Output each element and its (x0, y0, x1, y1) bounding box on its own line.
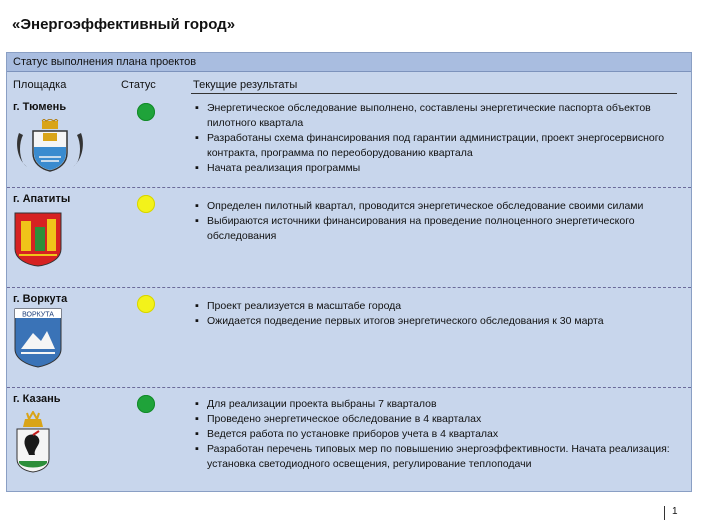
footer-divider (664, 506, 665, 520)
apatity-coat-of-arms-icon (13, 211, 63, 272)
kazan-coat-of-arms-icon (13, 411, 53, 478)
result-item: ▪ Ожидается подведение первых итогов энергетического обследования к 30 марта (195, 314, 675, 329)
city-name: г. Воркута (13, 293, 68, 305)
row-divider (7, 287, 691, 288)
svg-text:ВОРКУТА: ВОРКУТА (22, 311, 54, 319)
city-name: г. Казань (13, 393, 61, 405)
result-item: ▪ Разработаны схема финансирования под гарантии администрации, проект энергосервисного контракта, программа по переоборудованию квартала (195, 131, 675, 161)
project-row-kazan (7, 393, 691, 489)
project-row-tyumen (7, 101, 691, 185)
status-panel (6, 52, 692, 492)
results-list (195, 199, 675, 244)
row-divider (7, 187, 691, 188)
page-number: 1 (672, 506, 678, 517)
status-indicator-yellow (137, 195, 155, 213)
result-item: ▪ Энергетическое обследование выполнено, составлены энергетические паспорта объектов пилотного квартала (195, 101, 675, 131)
results-list (195, 101, 675, 176)
result-item: ▪ Для реализации проекта выбраны 7 кварталов (195, 397, 675, 412)
result-item: ▪ Проведено энергетическое обследование в 4 кварталах (195, 412, 675, 427)
status-indicator-green (137, 395, 155, 413)
panel-header: Статус выполнения плана проектов (7, 53, 691, 72)
results-list (195, 397, 675, 472)
result-item: ▪ Определен пилотный квартал, проводится энергетическое обследование своими силами (195, 199, 675, 214)
status-indicator-yellow (137, 295, 155, 313)
column-header-status: Статус (121, 79, 156, 91)
result-item: ▪ Выбираются источники финансирования на проведение полноценного энергетического обследования (195, 214, 675, 244)
status-indicator-green (137, 103, 155, 121)
column-header-rule (191, 93, 677, 94)
result-item: ▪ Ведется работа по установке приборов учета в 4 кварталах (195, 427, 675, 442)
row-divider (7, 387, 691, 388)
project-row-vorkuta (7, 293, 691, 383)
results-list (195, 299, 675, 329)
result-item: ▪ Разработан перечень типовых мер по повышению энергоэффективности. Начата реализация: установка светодиодного освещения, регулирование теплоподачи (195, 442, 675, 472)
city-name: г. Тюмень (13, 101, 67, 113)
result-item: ▪ Проект реализуется в масштабе города (195, 299, 675, 314)
result-item: ▪ Начата реализация программы (195, 161, 675, 176)
vorkuta-coat-of-arms-icon (13, 307, 63, 374)
project-row-apatity (7, 193, 691, 283)
column-header-results: Текущие результаты (193, 79, 298, 91)
tyumen-coat-of-arms-icon (13, 119, 87, 180)
column-header-site: Площадка (13, 79, 67, 91)
city-name: г. Апатиты (13, 193, 71, 205)
slide-title: «Энергоэффективный город» (12, 16, 236, 33)
